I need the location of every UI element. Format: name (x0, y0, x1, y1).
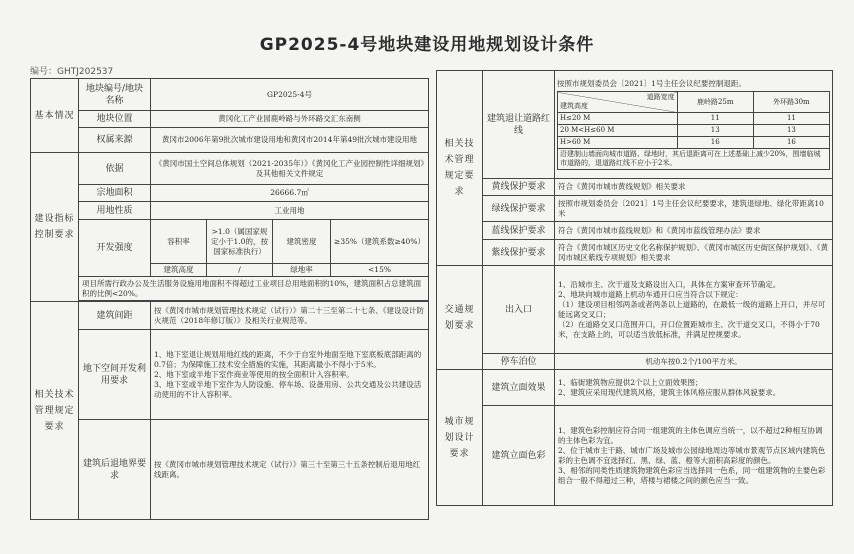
purple-line-label: 紫线保护要求 (483, 240, 555, 266)
density-value: ≥35%（建筑系数≥40%） (331, 220, 429, 264)
road-width-header: 道路宽度 (646, 93, 675, 101)
table-row (558, 137, 830, 149)
entrance-item-3: （1）建设项目相邻两条或者两条以上道路的，在最低一级的道路上开口，并尽可能远离交叉口； (558, 299, 826, 319)
spacing-label: 建筑间距 (79, 302, 151, 330)
spacing-value: 按《黄冈市城市规划管理技术规定（试行）》第二十三至第二十七条、《建设设计防火规范（2018年修订版）》及相关行业规范等。 (151, 302, 429, 330)
title-source-label: 权属来源 (79, 128, 151, 153)
area-value: 26666.7㎡ (151, 185, 429, 202)
dev-intensity-label: 开发强度 (79, 220, 151, 277)
luling-road-header: 鹿岭路25m (677, 92, 753, 113)
left-conditions-table (30, 78, 429, 520)
far-value: >1.0（属国家规定小于1.0的，按国家标准执行） (207, 220, 273, 264)
facade-value (555, 370, 833, 406)
category-related-right: 相关技术管理规定要求 (437, 71, 483, 266)
underground-value (151, 330, 429, 420)
facade-item-1: 1、临街建筑物应提供2个以上立面效果图； (558, 377, 703, 387)
entrance-value (555, 266, 833, 354)
plot-id-label: 地块编号/地块名称 (79, 79, 151, 111)
height-class: 20 M<H≤60 M (558, 125, 678, 137)
yellow-line-label: 黄线保护要求 (483, 179, 555, 196)
blue-line-value: 符合《黄冈市城市蓝线规划》和《黄冈市蓝线管理办法》要求 (555, 222, 833, 240)
color-item-1: 1、建筑色彩控制应符合同一组建筑的主体色调应当统一，以不超过2种相互协调的主体色彩为宜。 (558, 425, 823, 445)
category-traffic: 交通规划要求 (437, 266, 483, 370)
setback-value: 11 (677, 113, 753, 125)
area-label: 宗地面积 (79, 185, 151, 202)
table-row (558, 125, 830, 137)
setback-value: 13 (677, 125, 753, 137)
height-value: / (207, 264, 273, 277)
document-code: 编号：GHTJ202537 (30, 67, 114, 77)
entrance-item-4: （2）在道路交叉口范围开口，开口位置距城市主、次干道交叉口，不得小于70米，在支路上的，可以适当放低标准，并满足控规要求。 (558, 319, 820, 339)
underground-item-2: 2、地下室或半地下室作商业等使用的按全面积计入容积率。 (154, 369, 354, 379)
facade-label: 建筑立面效果 (483, 370, 555, 406)
page-title: GP2025-4号地块建设用地规划设计条件 (259, 35, 595, 55)
ring-road-header: 外环路30m (753, 92, 829, 113)
road-setback-cell (555, 71, 833, 179)
table-row (558, 113, 830, 125)
category-related-left: 相关技术管理规定要求 (31, 302, 79, 520)
building-height-header: 建筑高度 (560, 102, 588, 110)
underground-item-1: 1、地下室退让规划用地红线的距离，不少于自室外地面至地下室底板底部距离的0.7倍；为保障施工技术安全措施的实施，其距离最小不得小于5米。 (154, 349, 422, 369)
far-label: 容积率 (151, 220, 207, 264)
parking-label: 停车泊位 (483, 354, 555, 370)
setback-boundary-label: 建筑后退地界要求 (79, 420, 151, 520)
color-label: 建筑立面色彩 (483, 406, 555, 506)
basis-value: 《黄冈市国土空间总体规划（2021-2035年）》《黄冈化工产业园控制性详细规划》及其他相关文件规定 (151, 153, 429, 185)
parking-value: 机动车按0.2个/100平方米。 (555, 354, 833, 370)
entrance-item-1: 1、沿城市主、次干道及支路设出入口，具体在方案审查环节确定。 (558, 279, 781, 289)
road-setback-label: 建筑退让道路红线 (483, 71, 555, 179)
color-value (555, 406, 833, 506)
setback-value: 16 (677, 137, 753, 149)
height-class: H>60 M (558, 137, 678, 149)
color-item-3: 3、相邻的同类性质建筑物建筑色彩应当选择同一色系，同一组建筑物的主要色彩组合一般不得超过三种，塔楼与裙楼之间的颜色应当一致。 (558, 465, 826, 485)
setback-value: 13 (753, 125, 829, 137)
entrance-item-2: 2、地块向城市道路上机动车通开口应当符合以下规定： (558, 289, 743, 299)
setback-value: 16 (753, 137, 829, 149)
land-use-label: 用地性质 (79, 202, 151, 220)
office-note: 项目所需行政办公及生活服务设施用地面积不得超过工业项目总用地面积的10%，建筑面积占总建筑面积的比例<20%。 (79, 277, 429, 301)
underground-item-3: 3、地下室或半地下室作为人防设施、停车场、设备用房、公共交通及公共建设活动使用的不计入容积率。 (154, 379, 422, 399)
title-source-value: 黄冈市2006年第9批次城市建设用地和黄冈市2014年第49批次城市建设用地 (151, 128, 429, 153)
location-value: 黄冈化工产业园鹿岭路与外环路交汇东南侧 (151, 111, 429, 128)
facade-item-2: 2、建筑应采用现代建筑风格，建筑主体风格应服从群体风貌要求。 (558, 387, 781, 397)
category-control: 建设指标控制要求 (31, 153, 79, 302)
blue-line-label: 蓝线保护要求 (483, 222, 555, 240)
height-label: 建筑高度 (151, 264, 207, 277)
committee-note: 按照市规划委员会〔2021〕1号主任会议纪要控制退距。 (557, 79, 746, 88)
location-label: 地块位置 (79, 111, 151, 128)
setback-boundary-value: 按《黄冈市城市规划管理技术规定（试行）》第三十至第三十五条控制后退用地红线距离。 (151, 420, 429, 520)
setback-header-corner (558, 92, 678, 113)
green-ratio-value: <15% (331, 264, 429, 277)
density-label: 建筑密度 (273, 220, 331, 264)
green-line-value: 按照市规划委员会〔2021〕1号主任会议纪要要求，建筑退绿地、绿化带距离10米 (555, 196, 833, 222)
basis-label: 依据 (79, 153, 151, 185)
color-item-2: 2、位于城市主干路、城市广场及城市公园绿地周边等城市景观节点区域内建筑色彩的主色调不宜选择红、黑、绿、蓝、橙等大面积高彩度的颜色。 (558, 445, 826, 465)
setback-distance-table (557, 91, 830, 170)
category-basic: 基本情况 (31, 79, 79, 153)
underground-label: 地下空间开发利用要求 (79, 330, 151, 420)
land-use-value: 工业用地 (151, 202, 429, 220)
setback-value: 11 (753, 113, 829, 125)
height-class: H≤20 M (558, 113, 678, 125)
right-conditions-table (436, 70, 833, 506)
plot-id-value: GP2025-4号 (151, 79, 429, 111)
setback-note: 沿建制山墙面向城市道路、绿地时，其后退距离可在上述基础上减少20%，围墙临城市道路的，退道路红线不应小于2米。 (558, 149, 830, 170)
green-ratio-label: 绿地率 (273, 264, 331, 277)
yellow-line-value: 符合《黄冈市城市黄线规划》相关要求 (555, 179, 833, 196)
green-line-label: 绿线保护要求 (483, 196, 555, 222)
category-urban-design: 城市规划设计要求 (437, 370, 483, 506)
entrance-label: 出入口 (483, 266, 555, 354)
purple-line-value: 符合《黄冈市城区历史文化名称保护规划》、《黄冈市城区历史街区保护规划》、《黄冈市城区紫线专项规划》相关要求 (555, 240, 833, 266)
